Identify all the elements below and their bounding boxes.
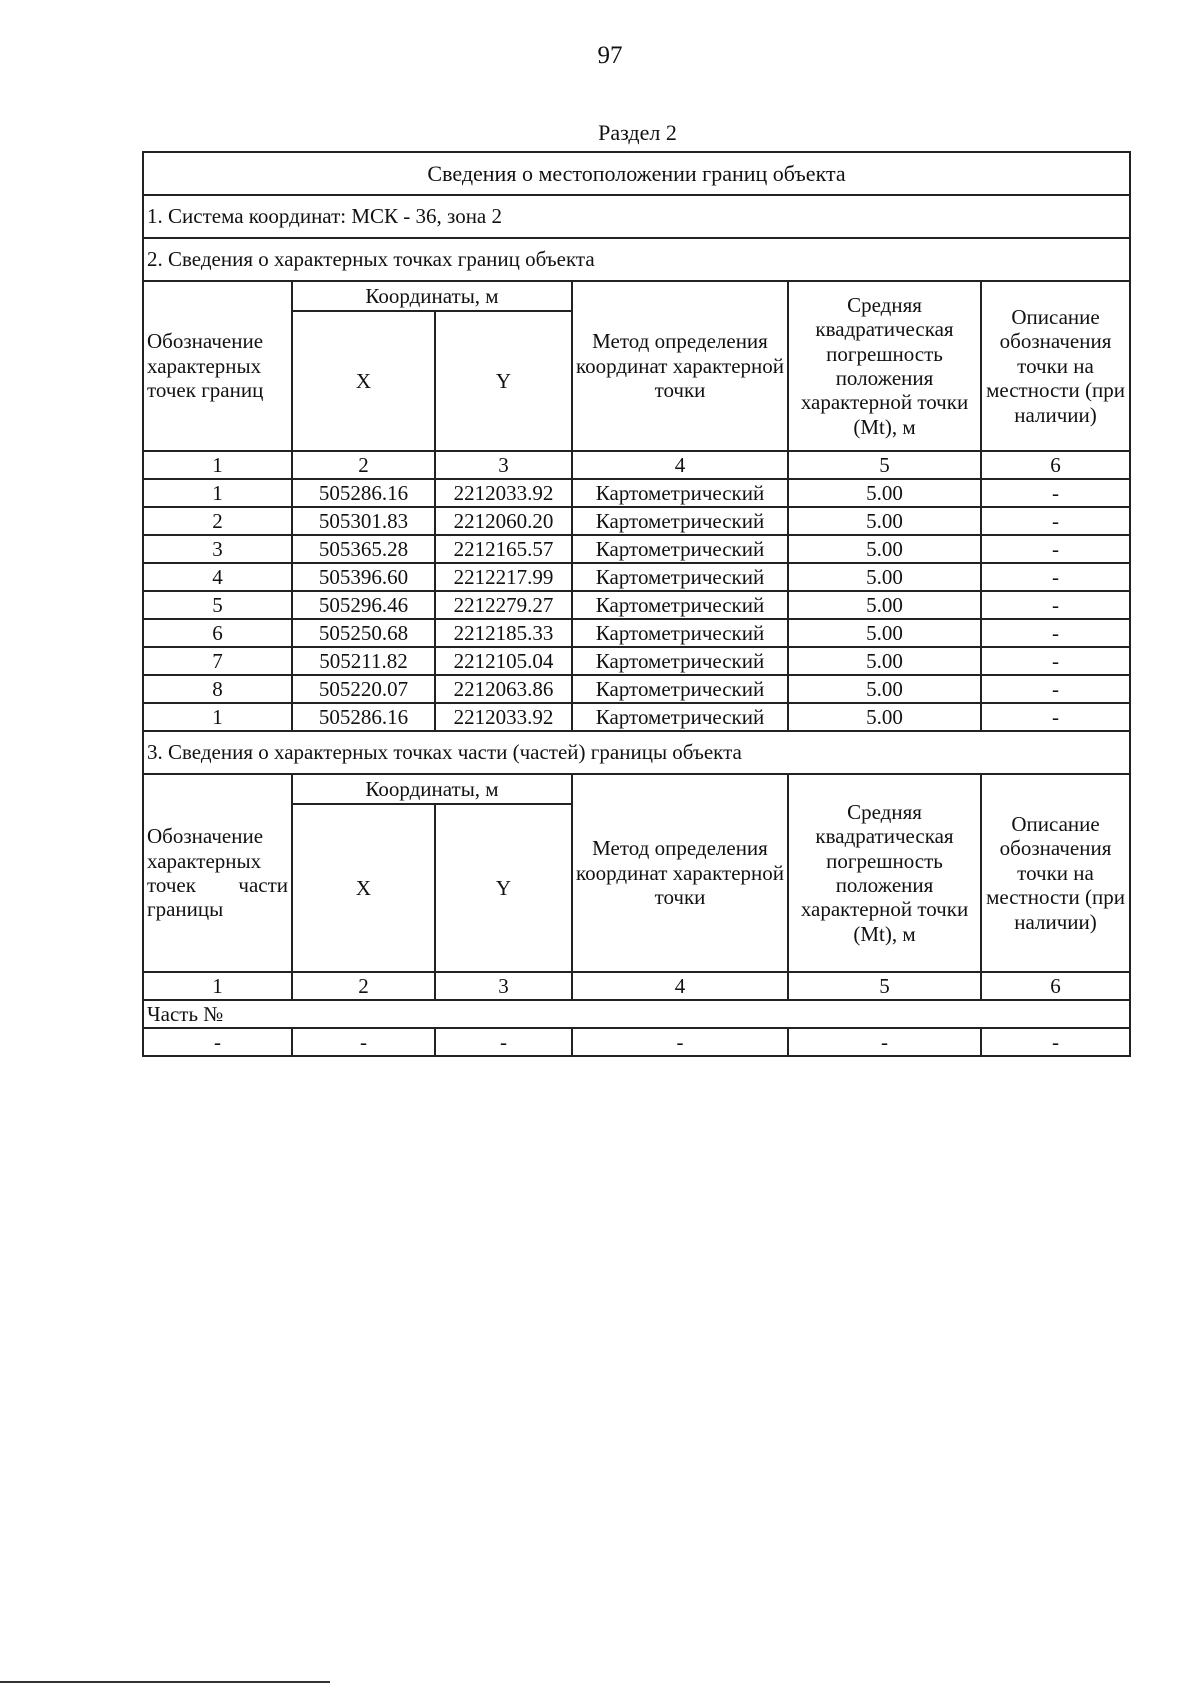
- parts-header-description: Описание обозначения точки на местности (при наличии): [981, 774, 1130, 972]
- point-number: 2: [143, 507, 292, 535]
- point-number: 5: [143, 591, 292, 619]
- point-number: 4: [143, 563, 292, 591]
- point-description: -: [981, 703, 1130, 731]
- parts-column-numbers-row: [143, 972, 1130, 1000]
- point-description: -: [981, 563, 1130, 591]
- part-point-mt: -: [788, 1028, 981, 1056]
- point-mt: 5.00: [788, 703, 981, 731]
- point-x: 505396.60: [292, 563, 435, 591]
- point-mt: 5.00: [788, 563, 981, 591]
- point-number: 3: [143, 535, 292, 563]
- point-y: 2212217.99: [435, 563, 572, 591]
- parts-column-number: 5: [788, 972, 981, 1000]
- point-mt: 5.00: [788, 675, 981, 703]
- point-y: 2212279.27: [435, 591, 572, 619]
- point-x: 505296.46: [292, 591, 435, 619]
- point-description: -: [981, 619, 1130, 647]
- table-row: [143, 647, 1130, 675]
- part-point-method: -: [572, 1028, 788, 1056]
- point-mt: 5.00: [788, 619, 981, 647]
- point-method: Картометрический: [572, 591, 788, 619]
- part-label: Часть №: [143, 1000, 1130, 1028]
- part-point-x: -: [292, 1028, 435, 1056]
- point-y: 2212033.92: [435, 479, 572, 507]
- coord-system: 1. Система координат: МСК - 36, зона 2: [143, 195, 1130, 238]
- column-number: 5: [788, 451, 981, 479]
- header-designation: Обозначение характерных точек границ: [143, 281, 292, 451]
- table-row: [143, 507, 1130, 535]
- table-title: Сведения о местоположении границ объекта: [143, 152, 1130, 195]
- table-row: [143, 619, 1130, 647]
- point-number: 8: [143, 675, 292, 703]
- point-mt: 5.00: [788, 535, 981, 563]
- point-x: 505220.07: [292, 675, 435, 703]
- header-y: Y: [435, 311, 572, 451]
- header-error: Средняя квадратическая погрешность положения характерной точки (Mt), м: [788, 281, 981, 451]
- point-method: Картометрический: [572, 619, 788, 647]
- column-numbers-row: [143, 451, 1130, 479]
- header-method: Метод определения координат характерной точки: [572, 281, 788, 451]
- part-point-number: -: [143, 1028, 292, 1056]
- part-point-description: -: [981, 1028, 1130, 1056]
- parts-column-number: 4: [572, 972, 788, 1000]
- point-number: 1: [143, 479, 292, 507]
- point-mt: 5.00: [788, 591, 981, 619]
- point-y: 2212060.20: [435, 507, 572, 535]
- point-number: 1: [143, 703, 292, 731]
- parts-header-y: Y: [435, 804, 572, 972]
- header-coords-group: Координаты, м: [292, 281, 572, 311]
- point-y: 2212165.57: [435, 535, 572, 563]
- table-row: [143, 479, 1130, 507]
- point-x: 505286.16: [292, 479, 435, 507]
- point-method: Картометрический: [572, 563, 788, 591]
- parts-section-title: 3. Сведения о характерных точках части (частей) границы объекта: [143, 731, 1130, 774]
- column-number: 2: [292, 451, 435, 479]
- boundary-table: [142, 151, 1131, 1057]
- table-row: [143, 563, 1130, 591]
- parts-column-number: 1: [143, 972, 292, 1000]
- point-y: 2212185.33: [435, 619, 572, 647]
- table-row: [143, 703, 1130, 731]
- table-row: [143, 535, 1130, 563]
- point-method: Картометрический: [572, 675, 788, 703]
- point-method: Картометрический: [572, 507, 788, 535]
- column-number: 6: [981, 451, 1130, 479]
- point-x: 505211.82: [292, 647, 435, 675]
- point-x: 505301.83: [292, 507, 435, 535]
- point-method: Картометрический: [572, 703, 788, 731]
- points-section-title: 2. Сведения о характерных точках границ объекта: [143, 238, 1130, 281]
- column-number: 1: [143, 451, 292, 479]
- point-description: -: [981, 675, 1130, 703]
- parts-header-x: X: [292, 804, 435, 972]
- point-x: 505286.16: [292, 703, 435, 731]
- point-description: -: [981, 507, 1130, 535]
- part-table-row: [143, 1028, 1130, 1056]
- column-number: 4: [572, 451, 788, 479]
- point-y: 2212105.04: [435, 647, 572, 675]
- point-description: -: [981, 535, 1130, 563]
- footer-rule: [0, 1681, 330, 1683]
- table-row: [143, 591, 1130, 619]
- point-mt: 5.00: [788, 479, 981, 507]
- table-row: [143, 675, 1130, 703]
- parts-header-error: Средняя квадратическая погрешность положения характерной точки (Mt), м: [788, 774, 981, 972]
- point-mt: 5.00: [788, 507, 981, 535]
- parts-column-number: 3: [435, 972, 572, 1000]
- parts-header-designation: Обозначение характерных точек части границы: [143, 774, 292, 972]
- point-description: -: [981, 647, 1130, 675]
- parts-header-coords-group: Координаты, м: [292, 774, 572, 804]
- point-number: 7: [143, 647, 292, 675]
- column-number: 3: [435, 451, 572, 479]
- point-description: -: [981, 591, 1130, 619]
- point-description: -: [981, 479, 1130, 507]
- header-x: X: [292, 311, 435, 451]
- page-number: 97: [597, 42, 623, 69]
- point-mt: 5.00: [788, 647, 981, 675]
- point-y: 2212063.86: [435, 675, 572, 703]
- point-number: 6: [143, 619, 292, 647]
- point-x: 505365.28: [292, 535, 435, 563]
- point-method: Картометрический: [572, 479, 788, 507]
- parts-column-number: 6: [981, 972, 1130, 1000]
- parts-column-number: 2: [292, 972, 435, 1000]
- header-description: Описание обозначения точки на местности (при наличии): [981, 281, 1130, 451]
- point-y: 2212033.92: [435, 703, 572, 731]
- parts-header-method: Метод определения координат характерной точки: [572, 774, 788, 972]
- part-point-y: -: [435, 1028, 572, 1056]
- section-title: Раздел 2: [598, 120, 677, 145]
- point-method: Картометрический: [572, 647, 788, 675]
- point-method: Картометрический: [572, 535, 788, 563]
- point-x: 505250.68: [292, 619, 435, 647]
